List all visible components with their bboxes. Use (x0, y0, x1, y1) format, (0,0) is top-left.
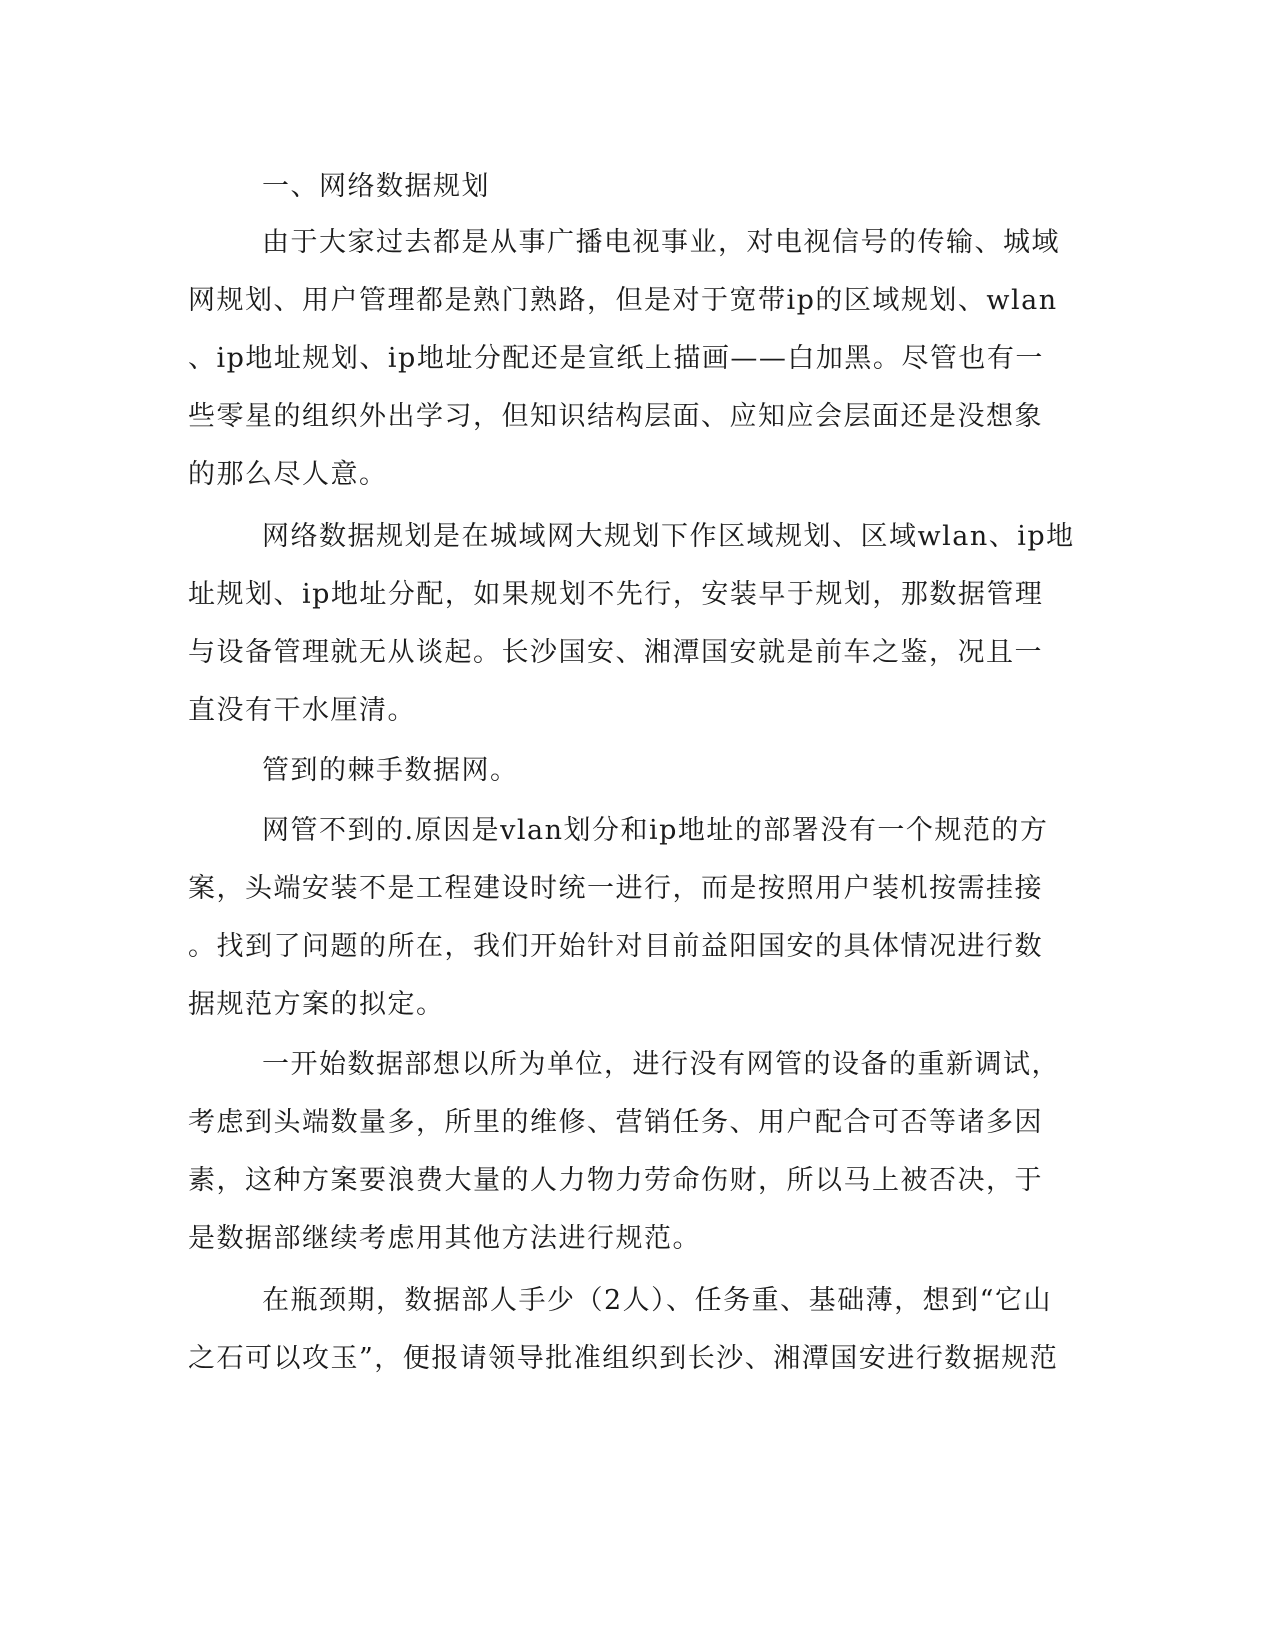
paragraph-4-line-1: 网管不到的.原因是vlan划分和ip地址的部署没有一个规范的方 (262, 815, 1049, 846)
paragraph-1-line-3: 、ip地址规划、ip地址分配还是宣纸上描画——白加黑。尽管也有一 (188, 343, 1044, 374)
paragraph-6-line-2: 之石可以攻玉”，便报请领导批准组织到长沙、湘潭国安进行数据规范 (188, 1343, 1059, 1374)
paragraph-1-line-4: 些零星的组织外出学习，但知识结构层面、应知应会层面还是没想象 (188, 401, 1043, 432)
paragraph-4-line-4: 据规范方案的拟定。 (188, 989, 445, 1020)
paragraph-5-line-1: 一开始数据部想以所为单位，进行没有网管的设备的重新调试， (262, 1049, 1060, 1080)
paragraph-1-line-2: 网规划、用户管理都是熟门熟路，但是对于宽带ip的区域规划、wlan (188, 285, 1058, 316)
paragraph-2-line-4: 直没有干水厘清。 (188, 695, 416, 726)
paragraph-1-line-1: 由于大家过去都是从事广播电视事业，对电视信号的传输、城域 (262, 227, 1060, 258)
paragraph-2-line-3: 与设备管理就无从谈起。长沙国安、湘潭国安就是前车之鉴，况且一 (188, 637, 1043, 668)
paragraph-4-line-2: 案，头端安装不是工程建设时统一进行，而是按照用户装机按需挂接 (188, 873, 1043, 904)
paragraph-5-line-2: 考虑到头端数量多，所里的维修、营销任务、用户配合可否等诸多因 (188, 1107, 1043, 1138)
paragraph-5-line-4: 是数据部继续考虑用其他方法进行规范。 (188, 1223, 701, 1254)
paragraph-1-line-5: 的那么尽人意。 (188, 459, 388, 490)
section-heading: 一、网络数据规划 (262, 171, 490, 202)
paragraph-2-line-2: 址规划、ip地址分配，如果规划不先行，安装早于规划，那数据管理 (188, 579, 1044, 610)
paragraph-4-line-3: 。找到了问题的所在，我们开始针对目前益阳国安的具体情况进行数 (188, 931, 1043, 962)
paragraph-5-line-3: 素，这种方案要浪费大量的人力物力劳命伤财，所以马上被否决，于 (188, 1165, 1043, 1196)
paragraph-6-line-1: 在瓶颈期，数据部人手少（2人）、任务重、基础薄，想到“它山 (262, 1285, 1052, 1316)
paragraph-3-line-1: 管到的棘手数据网。 (262, 755, 519, 786)
paragraph-2-line-1: 网络数据规划是在城域网大规划下作区域规划、区域wlan、ip地 (262, 521, 1075, 552)
